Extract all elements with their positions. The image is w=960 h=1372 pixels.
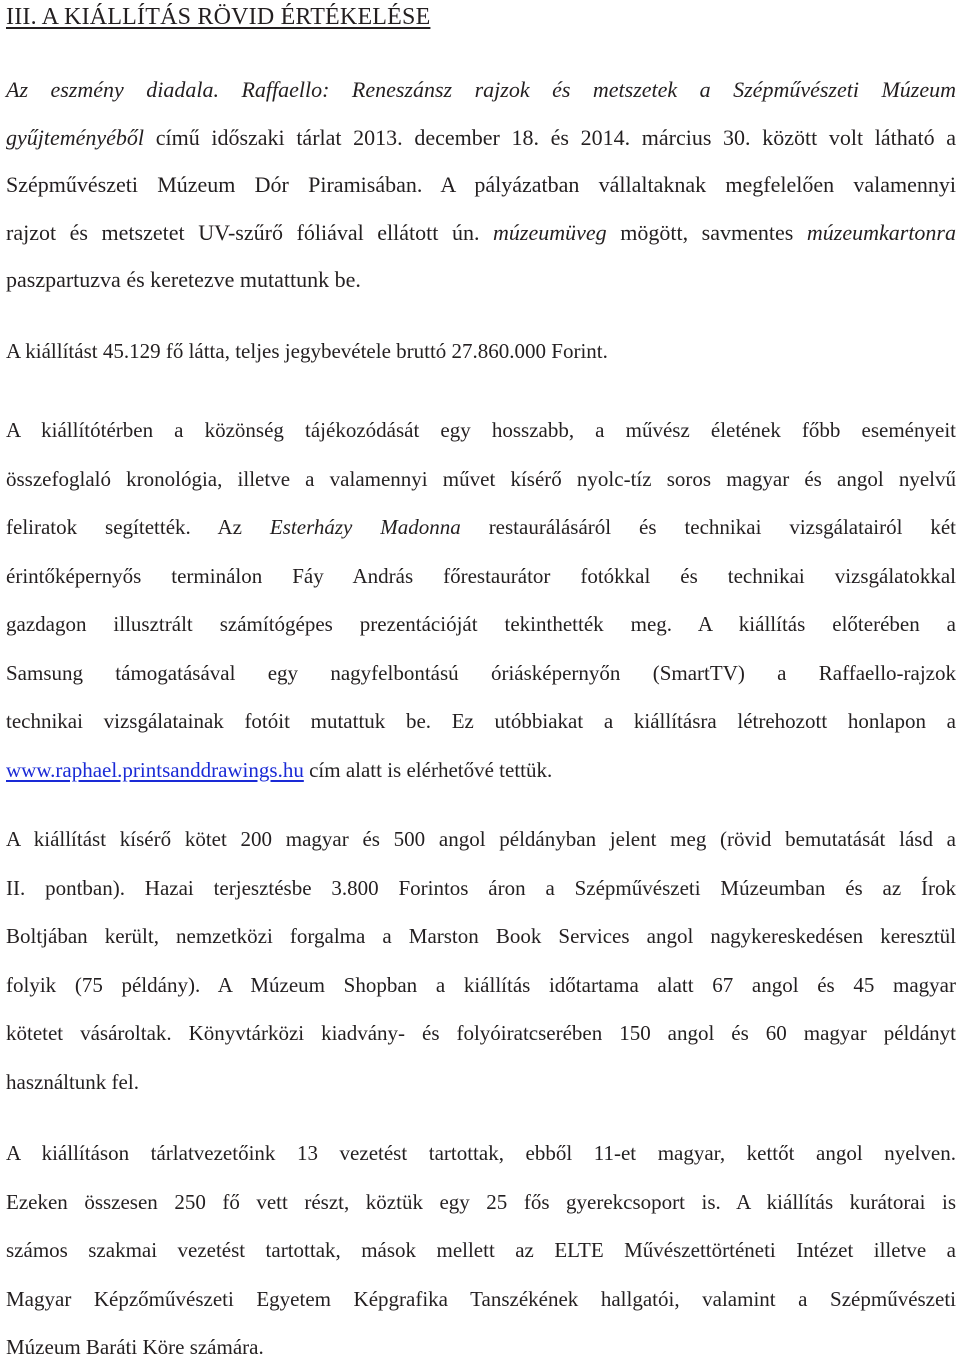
text-line: használtunk fel.	[6, 1069, 139, 1094]
text-line: II. pontban). Hazai terjesztésbe 3.800 Forintos áron a Szépművészeti Múzeumban és az Írok	[6, 875, 956, 900]
text-line	[6, 503, 956, 552]
paragraph-catalogue	[6, 815, 956, 1106]
text-line: Ezeken összesen 250 fő vett részt, köztük egy 25 fős gyerekcsoport is. A kiállítás kurátorai is	[6, 1189, 956, 1214]
paragraph-visitors	[6, 327, 956, 376]
text-line	[6, 209, 956, 257]
paragraph-guided-tours	[6, 1129, 956, 1372]
paragraph-exhibition-intro	[6, 66, 956, 304]
text-line: Boltjában került, nemzetközi forgalma a Marston Book Services angol nagykereskedésen keresztül	[6, 924, 956, 948]
text-run: rajzot és metszetet UV-szűrő fóliával ellátott ún.	[6, 219, 494, 245]
text-run: című időszaki tárlat 2013. december 18. és 2014. március 30. között volt látható a	[144, 124, 956, 150]
text-line: Szépművészeti Múzeum Dór Piramisában. A pályázatban vállaltaknak megfelelően valamennyi	[6, 172, 956, 197]
text-line: Samsung támogatásával egy nagyfelbontású óriásképernyőn (SmartTV) a Raffaello-rajzok	[6, 660, 956, 685]
text-line: kötetet vásároltak. Könyvtárközi kiadvány- és folyóiratcserében 150 angol és 60 magyar példányt	[6, 1021, 956, 1045]
text-line: paszpartuzva és keretezve mutattunk be.	[6, 267, 361, 292]
term-museum-cardboard: múzeumkartonra	[806, 219, 956, 245]
text-run: cím alatt is elérhetővé tettük.	[303, 757, 553, 782]
text-line: érintőképernyős terminálon Fáy András főrestaurátor fotókkal és technikai vizsgálatokkal	[6, 563, 956, 588]
text-run: feliratok segítették. Az	[6, 515, 270, 539]
text-line: folyik (75 példány). A Múzeum Shopban a kiállítás időtartama alatt 67 angol és 45 magyar	[6, 972, 956, 997]
text-line: Magyar Képzőművészeti Egyetem Képgrafika Tanszékének hallgatói, valamint a Szépművészeti	[6, 1286, 956, 1311]
text-line: A kiállítótérben a közönség tájékozódását egy hosszabb, a művész életének főbb eseményeit	[6, 418, 956, 442]
text-line: A kiállítást 45.129 fő látta, teljes jegybevétele bruttó 27.860.000 Forint.	[6, 339, 608, 363]
term-museum-glass: múzeumüveg	[493, 219, 607, 245]
text-line	[6, 66, 956, 114]
text-line: A kiállítást kísérő kötet 200 magyar és 500 angol példányban jelent meg (rövid bemutatását lásd a	[6, 827, 956, 851]
text-run: mögött, savmentes	[606, 219, 807, 245]
text-line: technikai vizsgálatainak fotóit mutattuk be. Ez utóbbiakat a kiállításra létrehozott honlapon a	[6, 709, 956, 733]
exhibition-title-end: gyűjteményéből	[6, 124, 145, 150]
text-line: Múzeum Baráti Köre számára.	[6, 1335, 264, 1359]
text-run: restaurálásáról és technikai vizsgálatairól két	[460, 515, 957, 539]
text-line	[6, 114, 956, 162]
text-line: összefoglaló kronológia, illetve a valamennyi művet kísérő nyolc-tíz soros magyar és angol nyelvű	[6, 466, 956, 491]
artwork-title: Esterházy Madonna	[269, 515, 461, 539]
text-line: gazdagon illusztrált számítógépes prezentációját tekinthették meg. A kiállítás előterében a	[6, 612, 956, 636]
text-line: A kiállításon tárlatvezetőink 13 vezetést tartottak, ebből 11-et magyar, kettőt angol nyelven.	[6, 1141, 956, 1165]
text-line	[6, 746, 956, 795]
section-heading: III. A KIÁLLÍTÁS RÖVID ÉRTÉKELÉSE	[6, 4, 431, 30]
exhibition-title: Az eszmény diadala. Raffaello: Reneszánsz rajzok és metszetek a Szépművészeti Múzeum	[6, 77, 956, 102]
paragraph-exhibition-space	[6, 406, 956, 794]
website-link[interactable]: www.raphael.printsanddrawings.hu	[6, 757, 304, 782]
text-line: számos szakmai vezetést tartottak, mások mellett az ELTE Művészettörténeti Intézet illetve a	[6, 1238, 956, 1262]
